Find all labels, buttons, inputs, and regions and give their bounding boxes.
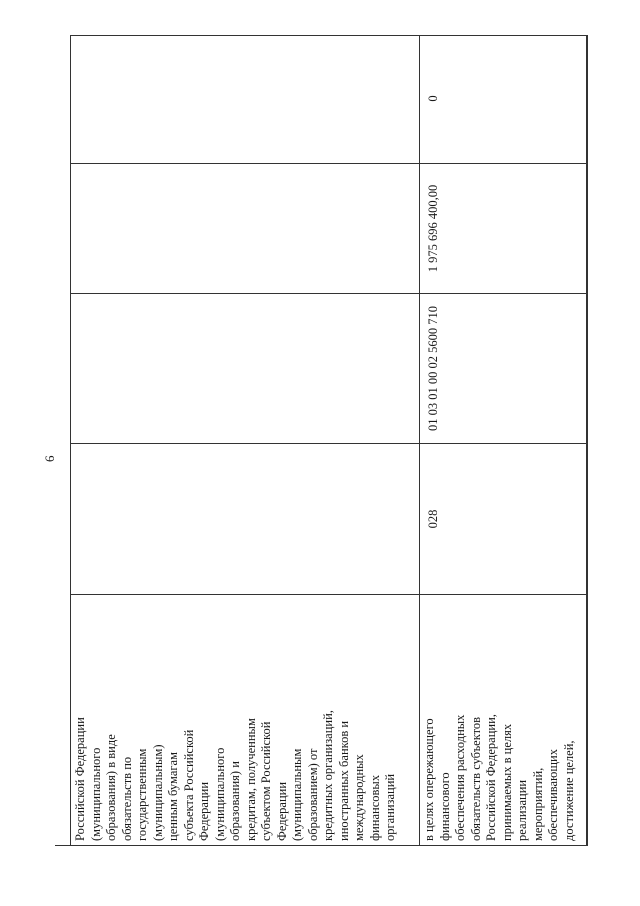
code-value <box>73 448 77 590</box>
description-text: в целях опережающего финансового обеспечения расходных обязательств субъектов Российской Федерации, принимаемых в целях реализации мероприятий, обеспечивающих достижение целей, <box>422 714 576 841</box>
code-value: 028 <box>426 509 440 529</box>
budget-table <box>70 35 587 846</box>
code-cell <box>71 444 419 595</box>
value-cell-1 <box>71 34 419 164</box>
description-cell <box>420 595 588 845</box>
description-cell <box>71 595 419 845</box>
amount-value <box>73 168 77 289</box>
kbk-value: 01 03 01 00 02 5600 710 <box>426 306 440 431</box>
kbk-value <box>73 298 77 439</box>
table-bottom-line <box>587 35 588 846</box>
amount-cell <box>420 164 588 294</box>
value-1: 0 <box>426 95 440 102</box>
page-number: 6 <box>42 455 57 462</box>
code-cell <box>420 444 588 595</box>
table-row <box>419 36 588 845</box>
amount-cell <box>71 164 419 294</box>
table-row <box>71 36 419 845</box>
value-cell-1 <box>420 34 588 164</box>
amount-value: 1 975 696 400,00 <box>426 184 440 273</box>
kbk-cell <box>71 294 419 444</box>
value-1 <box>73 38 77 159</box>
description-text: Российской Федерации (муниципального образования) в виде обязательств по государственным (муниципальным) ценным бумагам субъекта Российской Федерации (муниципального образования) и кредитам, полученным субъектом Российской Федерации (муниципальным образованием) от кредитных организаций, иностранных банков и международных финансовых организаций <box>73 710 397 841</box>
kbk-cell <box>420 294 588 444</box>
